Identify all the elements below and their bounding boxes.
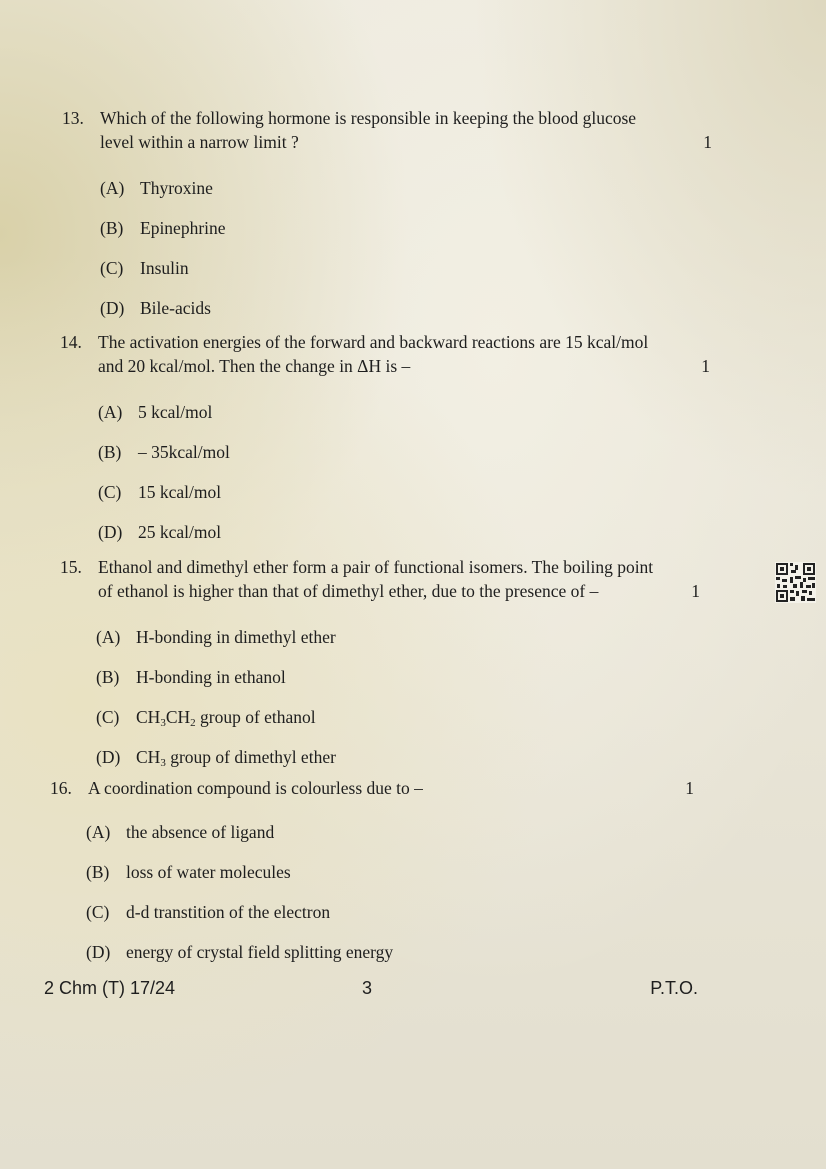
option-label: (C) bbox=[86, 902, 110, 922]
option-label: (D) bbox=[100, 298, 125, 318]
question-number: 14. bbox=[60, 332, 82, 352]
question-13 bbox=[62, 106, 712, 328]
option-c bbox=[100, 248, 712, 288]
option-text: 5 kcal/mol bbox=[138, 402, 213, 422]
option-text bbox=[136, 705, 316, 729]
option-b bbox=[100, 208, 712, 248]
option-b bbox=[86, 852, 700, 892]
qr-code-icon bbox=[775, 562, 816, 603]
option-label: (D) bbox=[98, 522, 123, 542]
subscript: 2 bbox=[190, 717, 196, 729]
subscript: 3 bbox=[160, 757, 166, 769]
option-label: (D) bbox=[86, 942, 111, 962]
question-16 bbox=[50, 776, 700, 972]
formula-rest: group of ethanol bbox=[195, 707, 316, 727]
formula-ch: CH bbox=[136, 707, 161, 727]
paper-code: 2 Chm (T) 17/24 bbox=[44, 978, 176, 998]
option-d bbox=[96, 737, 708, 777]
option-d bbox=[100, 288, 712, 328]
question-text-line2: of ethanol is higher than that of dimethyl ether, due to the presence of – bbox=[98, 581, 599, 601]
option-label: (C) bbox=[98, 482, 122, 502]
options-list bbox=[62, 168, 712, 328]
option-text: H-bonding in dimethyl ether bbox=[136, 627, 336, 647]
option-c bbox=[98, 472, 710, 512]
question-14 bbox=[60, 330, 710, 552]
formula-ch: CH bbox=[136, 747, 161, 767]
question-marks: 1 bbox=[685, 778, 694, 798]
option-text: loss of water molecules bbox=[126, 862, 291, 882]
option-d bbox=[98, 512, 710, 552]
question-number: 15. bbox=[60, 557, 82, 577]
question-number: 16. bbox=[50, 778, 72, 798]
option-a bbox=[98, 392, 710, 432]
option-a bbox=[86, 812, 700, 852]
page-number: 3 bbox=[362, 978, 373, 998]
option-text: Thyroxine bbox=[140, 178, 213, 198]
options-list bbox=[60, 617, 708, 777]
option-text: H-bonding in ethanol bbox=[136, 667, 286, 687]
pto-label: P.T.O. bbox=[650, 978, 698, 998]
option-a bbox=[96, 617, 708, 657]
question-text-line1: Ethanol and dimethyl ether form a pair of functional isomers. The boiling point bbox=[98, 557, 654, 577]
formula-rest: group of dimethyl ether bbox=[165, 747, 336, 767]
option-label: (C) bbox=[96, 707, 120, 727]
option-text: the absence of ligand bbox=[126, 822, 275, 842]
option-label: (D) bbox=[96, 747, 121, 767]
option-label: (B) bbox=[86, 862, 110, 882]
option-text: Epinephrine bbox=[140, 218, 226, 238]
option-text: – 35kcal/mol bbox=[138, 442, 230, 462]
question-15 bbox=[60, 555, 708, 777]
option-c bbox=[96, 697, 708, 737]
question-text-line1: Which of the following hormone is responsible in keeping the blood glucose bbox=[100, 108, 637, 128]
option-label: (B) bbox=[100, 218, 124, 238]
option-label: (A) bbox=[98, 402, 123, 422]
option-text: Bile-acids bbox=[140, 298, 211, 318]
question-marks: 1 bbox=[691, 581, 700, 601]
question-text-line1: A coordination compound is colourless due to – bbox=[88, 778, 423, 798]
option-text: 15 kcal/mol bbox=[138, 482, 222, 502]
question-marks: 1 bbox=[703, 132, 712, 152]
options-list bbox=[60, 392, 710, 552]
option-label: (C) bbox=[100, 258, 124, 278]
option-b bbox=[98, 432, 710, 472]
option-label: (A) bbox=[96, 627, 121, 647]
option-label: (A) bbox=[86, 822, 111, 842]
question-text-line2: level within a narrow limit ? bbox=[100, 132, 299, 152]
option-d bbox=[86, 932, 700, 972]
option-text bbox=[136, 745, 336, 769]
option-b bbox=[96, 657, 708, 697]
question-text-line2: and 20 kcal/mol. Then the change in ΔH is – bbox=[98, 356, 411, 376]
question-number: 13. bbox=[62, 108, 84, 128]
question-marks: 1 bbox=[701, 356, 710, 376]
option-text: 25 kcal/mol bbox=[138, 522, 222, 542]
option-text: energy of crystal field splitting energy bbox=[126, 942, 394, 962]
option-label: (B) bbox=[96, 667, 120, 687]
option-text: d-d transtition of the electron bbox=[126, 902, 331, 922]
option-label: (B) bbox=[98, 442, 122, 462]
option-label: (A) bbox=[100, 178, 125, 198]
subscript: 3 bbox=[160, 717, 166, 729]
option-c bbox=[86, 892, 700, 932]
option-a bbox=[100, 168, 712, 208]
options-list bbox=[50, 812, 700, 972]
formula-ch: CH bbox=[165, 707, 191, 727]
question-text-line1: The activation energies of the forward and backward reactions are 15 kcal/mol bbox=[98, 332, 649, 352]
option-text: Insulin bbox=[140, 258, 189, 278]
